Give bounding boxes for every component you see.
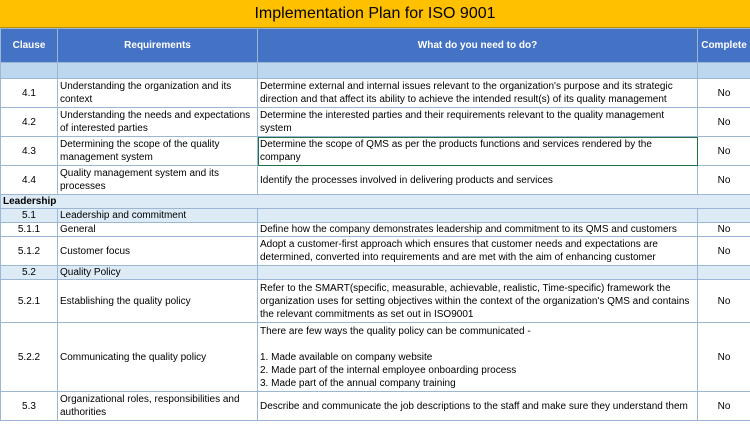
requirement-cell[interactable]: Understanding the needs and expectations of interested parties xyxy=(58,108,258,137)
requirement-cell[interactable]: Customer focus xyxy=(58,237,258,266)
action-cell[interactable]: Describe and communicate the job descriptions to the staff and make sure they understand them xyxy=(258,392,698,421)
cell[interactable] xyxy=(258,63,698,79)
clause-cell[interactable]: 5.1.2 xyxy=(1,237,58,266)
action-cell[interactable]: Define how the company demonstrates leadership and commitment to its QMS and customers xyxy=(258,223,698,237)
requirement-cell[interactable]: General xyxy=(58,223,258,237)
subsection-row xyxy=(1,209,750,223)
cell[interactable] xyxy=(698,209,750,223)
table-row xyxy=(1,166,750,195)
requirement-cell[interactable]: Organizational roles, responsibilities and authorities xyxy=(58,392,258,421)
requirement-cell[interactable]: Understanding the organization and its context xyxy=(58,79,258,108)
clause-cell[interactable]: 5.3 xyxy=(1,392,58,421)
cell[interactable] xyxy=(698,63,750,79)
complete-cell[interactable]: No xyxy=(698,392,750,421)
complete-cell[interactable]: No xyxy=(698,280,750,323)
complete-cell[interactable]: No xyxy=(698,137,750,166)
cell[interactable] xyxy=(1,63,58,79)
requirement-cell[interactable]: Determining the scope of the quality management system xyxy=(58,137,258,166)
table-row xyxy=(1,280,750,323)
requirement-cell[interactable]: Establishing the quality policy xyxy=(58,280,258,323)
clause-cell[interactable]: 4.2 xyxy=(1,108,58,137)
table-row xyxy=(1,79,750,108)
complete-cell[interactable]: No xyxy=(698,108,750,137)
action-cell[interactable]: Determine the interested parties and their requirements relevant to the quality management system xyxy=(258,108,698,137)
requirement-cell[interactable]: Quality management system and its processes xyxy=(58,166,258,195)
header-requirements[interactable]: Requirements xyxy=(58,29,258,63)
table-row xyxy=(1,137,750,166)
table-row xyxy=(1,323,750,392)
complete-cell[interactable]: No xyxy=(698,323,750,392)
action-cell[interactable]: There are few ways the quality policy can be communicated - 1. Made available on company website 2. Made part of the internal employee onboarding process 3. Made part of the annual company training xyxy=(258,323,698,392)
table-row xyxy=(1,237,750,266)
cell[interactable] xyxy=(58,63,258,79)
requirement-cell[interactable]: Communicating the quality policy xyxy=(58,323,258,392)
action-cell[interactable]: Identify the processes involved in delivering products and services xyxy=(258,166,698,195)
page-title: Implementation Plan for ISO 9001 xyxy=(0,0,750,28)
clause-cell[interactable]: 5.2 xyxy=(1,266,58,280)
complete-cell[interactable]: No xyxy=(698,237,750,266)
clause-cell[interactable]: 5.1 xyxy=(1,209,58,223)
header-complete[interactable]: Complete xyxy=(698,29,750,63)
table-row xyxy=(1,392,750,421)
cell[interactable] xyxy=(258,266,698,280)
cell[interactable] xyxy=(258,209,698,223)
requirement-cell[interactable]: Leadership and commitment xyxy=(58,209,258,223)
action-cell[interactable]: Adopt a customer-first approach which ensures that customer needs and expectations are determined, converted into requirements and are met with the aim of enhancing customer xyxy=(258,237,698,266)
table-row xyxy=(1,223,750,237)
clause-cell[interactable]: 4.4 xyxy=(1,166,58,195)
action-cell-selected[interactable]: Determine the scope of QMS as per the products functions and services rendered by the company xyxy=(258,137,698,166)
plan-table xyxy=(0,28,750,421)
cell[interactable] xyxy=(698,266,750,280)
action-cell[interactable]: Refer to the SMART(specific, measurable, achievable, realistic, Time-specific) framework the organization uses for setting objectives within the context of the organization's QMS and contains the relevant commitments as set out in ISO9001 xyxy=(258,280,698,323)
clause-cell[interactable]: 5.2.1 xyxy=(1,280,58,323)
requirement-cell[interactable]: Quality Policy xyxy=(58,266,258,280)
header-clause[interactable]: Clause xyxy=(1,29,58,63)
complete-cell[interactable]: No xyxy=(698,223,750,237)
clause-cell[interactable]: 5.2.2 xyxy=(1,323,58,392)
clause-cell[interactable]: 4.3 xyxy=(1,137,58,166)
spacer-row xyxy=(1,63,750,79)
complete-cell[interactable]: No xyxy=(698,166,750,195)
subsection-row xyxy=(1,266,750,280)
clause-cell[interactable]: 5.1.1 xyxy=(1,223,58,237)
header-row xyxy=(1,29,750,63)
complete-cell[interactable]: No xyxy=(698,79,750,108)
action-cell[interactable]: Determine external and internal issues relevant to the organization's purpose and its strategic direction and that affect its ability to achieve the intended result(s) of its quality management xyxy=(258,79,698,108)
section-label[interactable]: Leadership xyxy=(1,195,750,209)
section-row xyxy=(1,195,750,209)
header-what[interactable]: What do you need to do? xyxy=(258,29,698,63)
clause-cell[interactable]: 4.1 xyxy=(1,79,58,108)
table-row xyxy=(1,108,750,137)
